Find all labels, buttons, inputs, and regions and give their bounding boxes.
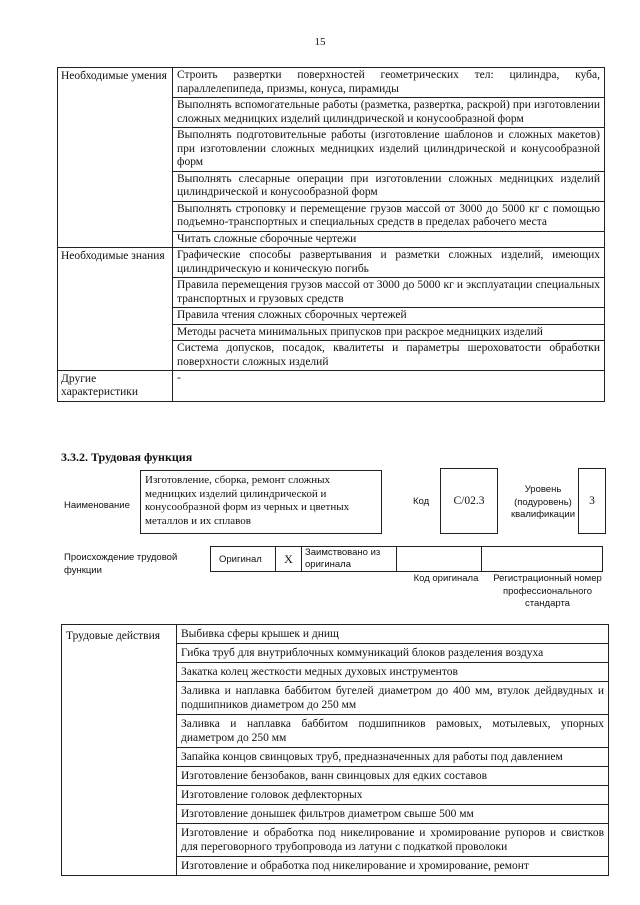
actions-label: Трудовые действия — [62, 625, 177, 876]
table-row — [58, 68, 605, 98]
list-item: Читать сложные сборочные чертежи — [173, 231, 605, 248]
original-mark: X — [276, 546, 302, 572]
skills-knowledge-table — [57, 67, 605, 402]
original-cell: Оригинал — [210, 546, 276, 572]
list-item: Выполнять подготовительные работы (изготовление шаблонов и сложных макетов) при изготовлении сложных медницких изделий цилиндрической и конусообразной форм — [173, 128, 605, 172]
list-item: Выполнять слесарные операции при изготовлении сложных медницких изделий цилиндрической и конусообразной форм — [173, 171, 605, 201]
qualification-level: 3 — [578, 468, 606, 534]
list-item: Изготовление головок дефлекторных — [177, 786, 609, 805]
list-item: Строить развертки поверхностей геометрических тел: цилиндра, куба, параллелепипеда, призмы, конуса, пирамиды — [173, 68, 605, 98]
registration-caption: Регистрационный номер профессионального стандарта — [493, 573, 602, 609]
list-item: Выбивка сферы крышек и днищ — [177, 625, 609, 644]
list-item: Система допусков, посадок, квалитеты и параметры шероховатости обработки поверхности сложных изделий — [173, 341, 605, 371]
list-item: Выполнять строповку и перемещение грузов массой от 3000 до 5000 кг с помощью подъемно-транспортных и специальных средств в пределах рабочего места — [173, 201, 605, 231]
registration-number-cell — [482, 546, 603, 572]
list-item: Правила перемещения грузов массой от 3000 до 5000 кг и эксплуатации специальных транспортных и грузовых средств — [173, 278, 605, 308]
skills-label: Необходимые умения — [58, 68, 173, 248]
list-item: Изготовление донышек фильтров диаметром свыше 500 мм — [177, 805, 609, 824]
list-item: Запайка концов свинцовых труб, предназначенных для работы под давлением — [177, 748, 609, 767]
list-item: Графические способы развертывания и разметки сложных изделий, имеющих цилиндрическую и коническую погибь — [173, 248, 605, 278]
page-number: 15 — [314, 36, 326, 48]
code-label: Код — [413, 496, 430, 507]
function-code: C/02.3 — [440, 468, 498, 534]
section-title: 3.3.2. Трудовая функция — [61, 450, 193, 464]
origin-label: Происхождение трудовой функции — [64, 552, 178, 576]
other-value: - — [173, 371, 605, 402]
table-row — [58, 371, 605, 402]
list-item: Изготовление и обработка под никелирование и хромирование рупоров и свистков для переговорного трубопровода из латуни с подкаткой проволоки — [177, 824, 609, 857]
original-code-caption: Код оригинала — [413, 573, 479, 584]
list-item: Заливка и наплавка баббитом бугелей диаметром до 400 мм, втулок дейдвудных и подшипников диаметром до 250 мм — [177, 682, 609, 715]
list-item: Правила чтения сложных сборочных чертежей — [173, 308, 605, 325]
list-item: Изготовление и обработка под никелирование и хромирование, ремонт — [177, 857, 609, 876]
level-label: Уровень (подуровень) квалификации — [510, 484, 576, 520]
table-row — [62, 625, 609, 644]
name-label: Наименование — [64, 500, 130, 511]
table-row — [58, 248, 605, 278]
other-label: Другие характеристики — [58, 371, 173, 402]
list-item: Гибка труб для внутриблочных коммуникаций блоков разделения воздуха — [177, 644, 609, 663]
original-code-cell — [397, 546, 482, 572]
origin-row — [210, 546, 603, 572]
actions-table — [61, 624, 609, 876]
borrowed-cell: Заимствовано из оригинала — [302, 546, 397, 572]
list-item: Заливка и наплавка баббитом подшипников рамовых, мотылевых, упорных диаметром до 250 мм — [177, 715, 609, 748]
list-item: Закатка колец жесткости медных духовых инструментов — [177, 663, 609, 682]
knowledge-label: Необходимые знания — [58, 248, 173, 371]
list-item: Изготовление бензобаков, ванн свинцовых для едких составов — [177, 767, 609, 786]
list-item: Выполнять вспомогательные работы (разметка, развертка, раскрой) при изготовлении сложных медницких изделий цилиндрической и конусообразной форм — [173, 98, 605, 128]
function-name: Изготовление, сборка, ремонт сложных медницких изделий цилиндрической и конусообразной форм из черных и цветных металлов и их сплавов — [140, 470, 382, 534]
list-item: Методы расчета минимальных припусков при раскрое медницких изделий — [173, 324, 605, 341]
